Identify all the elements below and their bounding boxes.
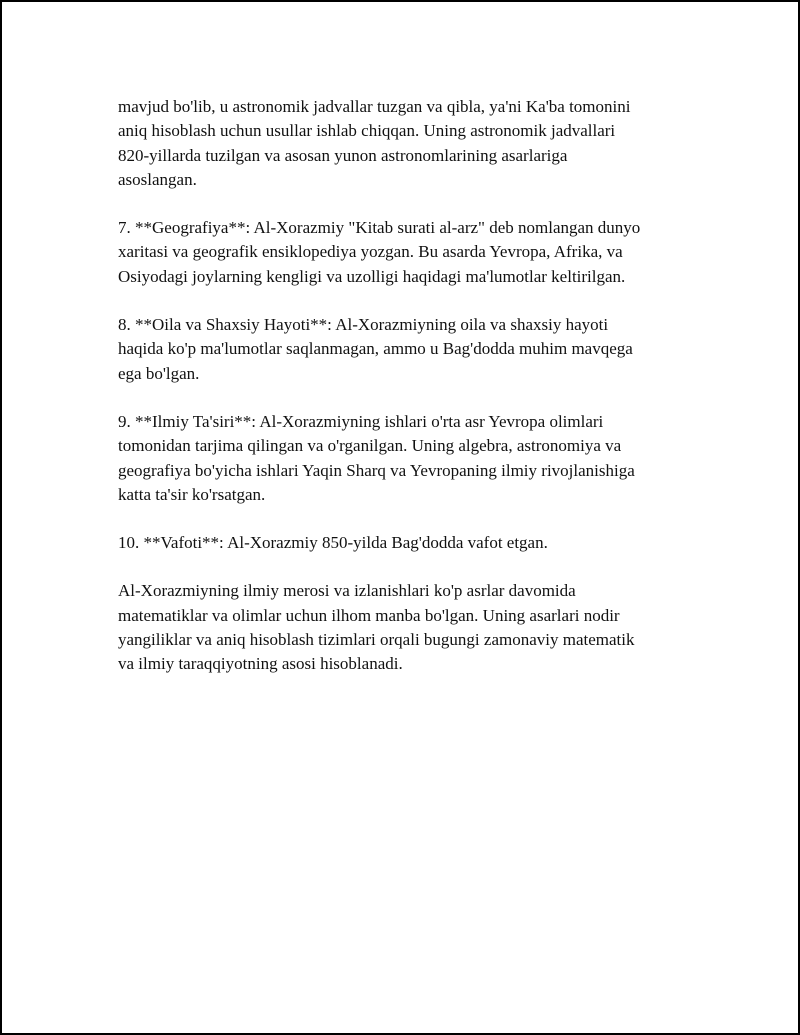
document-body: [118, 95, 698, 701]
paragraph-scientific-influence: 9. **Ilmiy Ta'siri**: Al-Xorazmiyning ishlari o'rta asr Yevropa olimlari tomonidan tarjima qilingan va o'rganilgan. Uning algebra, astronomiya va geografiya bo'yicha ishlari Yaqin Sharq va Yevropaning ilmiy rivojlanishiga katta ta'sir ko'rsatgan.: [118, 411, 635, 504]
paragraph-conclusion: Al-Xorazmiyning ilmiy merosi va izlanishlari ko'p asrlar davomida matematiklar va olimlar uchun ilhom manba bo'lgan. Uning asarlari nodir yangiliklar va aniq hisoblash tizimlari orqali bugungi zamonaviy matematik va ilmiy taraqqiyotning asosi hisoblanadi.: [118, 581, 635, 674]
paragraph-geography: 7. **Geografiya**: Al-Xorazmiy "Kitab surati al-arz" deb nomlangan dunyo xaritasi va geografik ensiklopediya yozgan. Bu asarda Yevropa, Afrika, va Osiyodagi joylarning kengligi va uzolligi haqidagi ma'lumotlar keltirilgan.: [118, 218, 641, 286]
paragraph-family-life: 8. **Oila va Shaxsiy Hayoti**: Al-Xorazmiyning oila va shaxsiy hayoti haqida ko'p ma'lumotlar saqlanmagan, ammo u Bag'dodda muhim mavqega ega bo'lgan.: [118, 315, 633, 383]
paragraph-death: 10. **Vafoti**: Al-Xorazmiy 850-yilda Bag'dodda vafot etgan.: [118, 533, 548, 553]
paragraph-astronomy-continued: mavjud bo'lib, u astronomik jadvallar tuzgan va qibla, ya'ni Ka'ba tomonini aniq hisoblash uchun usullar ishlab chiqqan. Uning astronomik jadvallari 820-yillarda tuzilgan va asosan yunon astronomlarining asarlariga asoslangan.: [118, 97, 631, 189]
